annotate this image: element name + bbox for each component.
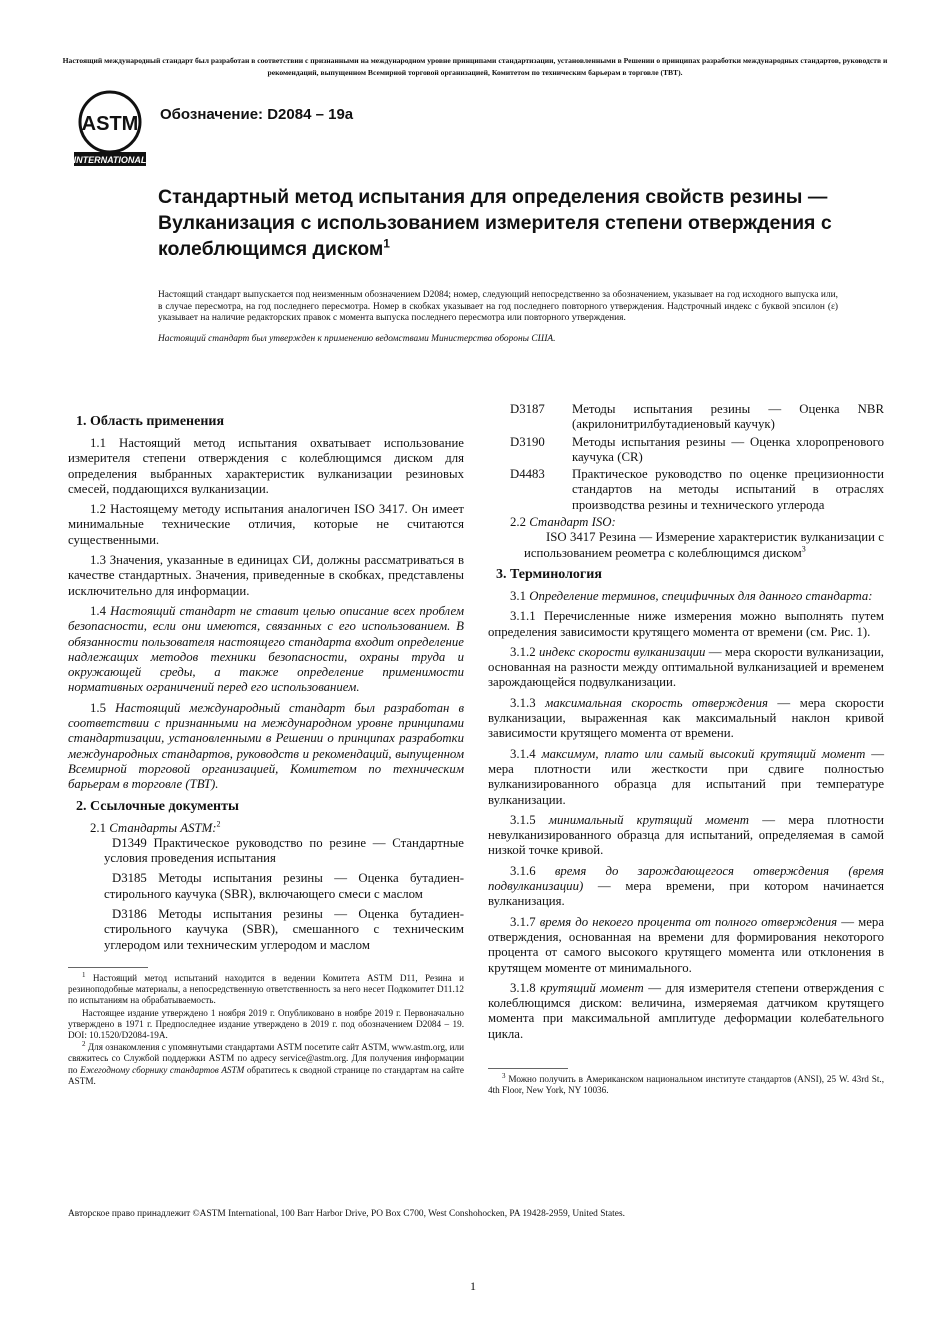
term-name: индекс скорости вулканизации <box>538 644 706 659</box>
iso-standard-label <box>488 515 884 530</box>
logo-label: INTERNATIONAL <box>73 155 147 165</box>
reference-text: Методы испытания резины — Оценка хлоропренового каучука (CR) <box>572 434 884 464</box>
paragraph-3-1-text: Определение терминов, специфичных для данного стандарта: <box>529 588 873 603</box>
reference-d3186 <box>90 907 464 953</box>
dod-approval-note: Настоящий стандарт был утвержден к применению ведомствами Министерства обороны США. <box>158 333 556 344</box>
paragraph-1-5-number: 1.5 <box>90 700 116 715</box>
section-3-heading: 3. Терминология <box>496 566 602 582</box>
reference-text: Методы испытания резины — Оценка бутадиен-стирольного каучука (SBR), смешанного с техническим углеродом или техническим углеродом и маслом <box>104 907 464 952</box>
term-name: время до некоего процента от полного отверждения <box>539 914 838 929</box>
footnote-2-text: Для ознакомления с упомянутыми стандартами ASTM посетите сайт ASTM, www.astm.org, или свяжитесь со Службой поддержки ASTM по адресу service@astm.org. Для получения информации по <box>68 1042 464 1075</box>
term-3-1-4 <box>488 747 884 808</box>
iso-label-number: 2.2 <box>510 515 530 530</box>
paragraph-1-5-text: Настоящий международный стандарт был разработан в соответствии с признанными на международном уровне принципами стандартизации, установленными в Решении о принципах разработки международных стандартов, руководств и рекомендаций, выпущенном Всемирной торговой организацией, Комитетом по техническим барьерам в торговле (ТВТ). <box>68 700 465 792</box>
term-name: крутящий момент <box>540 980 644 995</box>
international-standard-notice: Настоящий международный стандарт был разработан в соответствии с признанными на международном уровне принципами стандартизации, установленными в Решении о принципах разработки международных стандартов, руководств и рекомендаций, выпущенном Всемирной торговой организацией, Комитетом по техническим барьерам в торговле (ТВТ). <box>62 56 888 77</box>
astm-label-text: Стандарты ASTM: <box>109 820 217 835</box>
footnote-2-book-title: Ежегодному сборнику стандартов ASTM <box>80 1064 245 1075</box>
reference-d3185 <box>90 871 464 902</box>
astm-standards-label <box>68 821 464 836</box>
reference-d3190 <box>510 435 884 466</box>
intro-notes <box>158 290 838 345</box>
iso-footnote-mark: 3 <box>801 544 806 554</box>
reference-code: D3187 <box>510 402 545 416</box>
designation: Обозначение: D2084 – 19a <box>160 106 354 123</box>
term-name: минимальный крутящий момент <box>548 812 750 827</box>
reference-d3187 <box>510 402 884 433</box>
reference-d4483 <box>510 467 884 513</box>
term-number: 3.1.5 <box>510 812 549 827</box>
logo-mark: ASTM <box>81 113 139 135</box>
term-3-1-7 <box>488 915 884 976</box>
copyright-line: Авторское право принадлежит ©ASTM International, 100 Barr Harbor Drive, PO Box C700, West Conshohocken, PA 19428-2959, United States. <box>68 1209 625 1219</box>
term-definition: — мера времени, при котором начинается вулканизация. <box>488 879 884 909</box>
footnote-3 <box>488 1071 884 1096</box>
paragraph-3-1-1: 3.1.1 Перечисленные ниже измерения можно выполнять путем определения зависимости крутящего момента от времени (см. Рис. 1). <box>488 609 884 639</box>
paragraph-1-2: 1.2 Настоящему методу испытания аналогичен ISO 3417. Он имеет минимальные технические отличия, которые не считаются существенными. <box>68 502 464 547</box>
term-name: время до зарождающегося отверждения (время подвулканизации) <box>488 863 885 894</box>
term-name: максимальная скорость отверждения <box>545 695 768 710</box>
footnote-1-mark: 1 <box>82 970 86 979</box>
paragraph-1-4-text: Настоящий стандарт не ставит целью описание всех проблем безопасности, если они имеются, связанных с его использованием. В обязанности пользователя настоящего стандарта входит определение надлежащих методов техники безопасности, охраны труда и окружающей среды, а также определение применимости нормативных ограничений перед его использованием. <box>68 603 464 695</box>
right-column <box>488 402 884 1097</box>
term-name: максимум, плато или самый высокий крутящий момент <box>541 746 866 761</box>
reference-code: D4483 <box>510 467 545 482</box>
paragraph-1-4-number: 1.4 <box>90 603 111 618</box>
footnote-2-text-end: обратитесь к сводной странице по стандартам на сайте ASTM. <box>68 1064 465 1086</box>
astm-label-number: 2.1 <box>90 820 110 835</box>
astm-logo-graphic <box>68 88 152 168</box>
term-number: 3.1.7 <box>510 914 540 929</box>
term-3-1-2 <box>488 645 884 691</box>
reference-text: Практическое руководство по оценке прецизионности стандартов на методы испытаний в отраслях производства резины и технического углерода <box>572 467 884 512</box>
astm-footnote-mark: 2 <box>216 819 221 829</box>
reference-text: Методы испытания резины — Оценка бутадиен-стирольного каучука (SBR), включающего смеси с маслом <box>104 871 464 901</box>
term-3-1-5 <box>488 813 884 859</box>
title-text: Стандартный метод испытания для определения свойств резины — Вулканизация с использованием измерителя степени отверждения с колеблющимся диском <box>158 186 832 260</box>
paragraph-3-1-number: 3.1 <box>510 588 530 603</box>
paragraph-1-1: 1.1 Настоящий метод испытания охватывает использование измерителя степени отверждения с колеблющимся диском для определения выбранных характеристик вулканизации резиновых смесей, поддающихся вулканизации. <box>68 436 464 496</box>
footnote-2 <box>68 1042 464 1087</box>
footnote-1-edition: Настоящее издание утверждено 1 ноября 2019 г. Опубликовано в ноябре 2019 г. Первоначально утверждено в 1971 г. Предпоследнее издание утверждено в 2019 г. под обозначением D2084 – 19. DOI: 10.1520/D2084-19A. <box>68 1007 464 1040</box>
intro-paragraph: Настоящий стандарт выпускается под неизменным обозначением D2084; номер, следующий непосредственно за обозначением, указывает на год исходного выпуска или, в случае пересмотра, на год последнего пересмотра. Номер в скобках указывает на год последнего повторного утверждения. Надстрочный индекс с буквой эпсилон (ε) указывает на наличие редакторских правок с момента выпуска последнего пересмотра или повторного утверждения. <box>158 290 838 324</box>
paragraph-1-5 <box>68 701 464 793</box>
iso-label-text: Стандарт ISO: <box>529 515 616 530</box>
term-number: 3.1.2 <box>510 644 539 659</box>
section-1-heading: 1. Область применения <box>76 414 225 429</box>
reference-text: Практическое руководство по резине — Стандартные условия проведения испытания <box>104 835 464 866</box>
term-definition: — мера скорости вулканизации, основанная на разности между оптимальной вулканизацией и временем зарождающейся подвулканизации. <box>488 644 885 690</box>
left-footnotes <box>68 970 465 1087</box>
reference-code: D3185 <box>112 871 147 886</box>
paragraph-1-3: 1.3 Значения, указанные в единицах СИ, должны рассматриваться в качестве стандартных. Значения, приведенные в скобках, представлены исключительно для информации. <box>68 553 464 598</box>
astm-logo <box>68 88 152 168</box>
term-number: 3.1.3 <box>510 695 546 710</box>
section-2-heading: 2. Ссылочные документы <box>76 798 239 814</box>
footnote-2-mark: 2 <box>82 1040 86 1049</box>
term-definition: — мера плотности или жесткости при сдвиге полностью вулканизированного образца для испытаний при температуре вулканизации. <box>488 746 884 807</box>
left-column <box>68 408 464 1088</box>
reference-text: ISO 3417 Резина — Измерение характеристик вулканизации с использованием реометра с колеблющимся диском <box>524 530 884 560</box>
footnote-1-text: Настоящий метод испытаний находится в ведении Комитета ASTM D11, Резина и резиноподобные материалы, а непосредственную ответственность за него несет Подкомитет D11.12 по испытаниям на обрабатываемость. <box>68 972 464 1006</box>
right-footnotes <box>488 1071 884 1096</box>
reference-d1349 <box>90 836 464 867</box>
term-3-1-6 <box>488 864 884 910</box>
footnote-separator-right <box>488 1068 568 1069</box>
document-title <box>158 184 848 262</box>
term-definition: — мера плотности невулканизированного образца для испытаний, определяемая в самой низкой точке кривой. <box>488 812 885 858</box>
paragraph-1-4 <box>68 604 464 696</box>
reference-code: D1349 <box>112 835 147 850</box>
footnote-3-mark: 3 <box>502 1071 506 1080</box>
footnote-separator <box>68 967 148 968</box>
reference-code: D3186 <box>112 907 147 922</box>
term-3-1-3 <box>488 696 884 742</box>
reference-code: D3190 <box>510 434 545 449</box>
astm-reference-list-continued <box>488 402 884 513</box>
page-number: 1 <box>470 1279 476 1293</box>
term-definition: — мера отверждения, основанная на времени для формирования некоторого процента от самого высокого крутящего момента или отклонения в крутящем моменте от минимального. <box>488 914 884 975</box>
term-number: 3.1.4 <box>510 746 542 761</box>
title-footnote-mark: 1 <box>383 236 390 251</box>
reference-iso-3417 <box>510 530 884 561</box>
paragraph-3-1 <box>488 589 884 604</box>
reference-text: Методы испытания резины — Оценка NBR (акрилонитрилбутадиеновый каучук) <box>572 402 884 432</box>
term-number: 3.1.6 <box>510 863 555 878</box>
term-definition: — для измерителя степени отверждения с колеблющимся диском: величина, измеряемая датчиком крутящего момента при максимальной амплитуде деформации колебательного цикла. <box>488 980 884 1041</box>
term-definition: — мера скорости вулканизации, выраженная как максимальный наклон кривой зависимости крутящего момента от времени. <box>488 695 884 741</box>
astm-reference-list <box>68 836 464 953</box>
term-3-1-8 <box>488 981 884 1042</box>
term-number: 3.1.8 <box>510 980 541 995</box>
footnote-3-text: Можно получить в Американском национальном институте стандартов (ANSI), 25 W. 43rd St., 4th Floor, New York, NY 10036. <box>488 1073 884 1096</box>
footnote-1 <box>68 970 464 1007</box>
